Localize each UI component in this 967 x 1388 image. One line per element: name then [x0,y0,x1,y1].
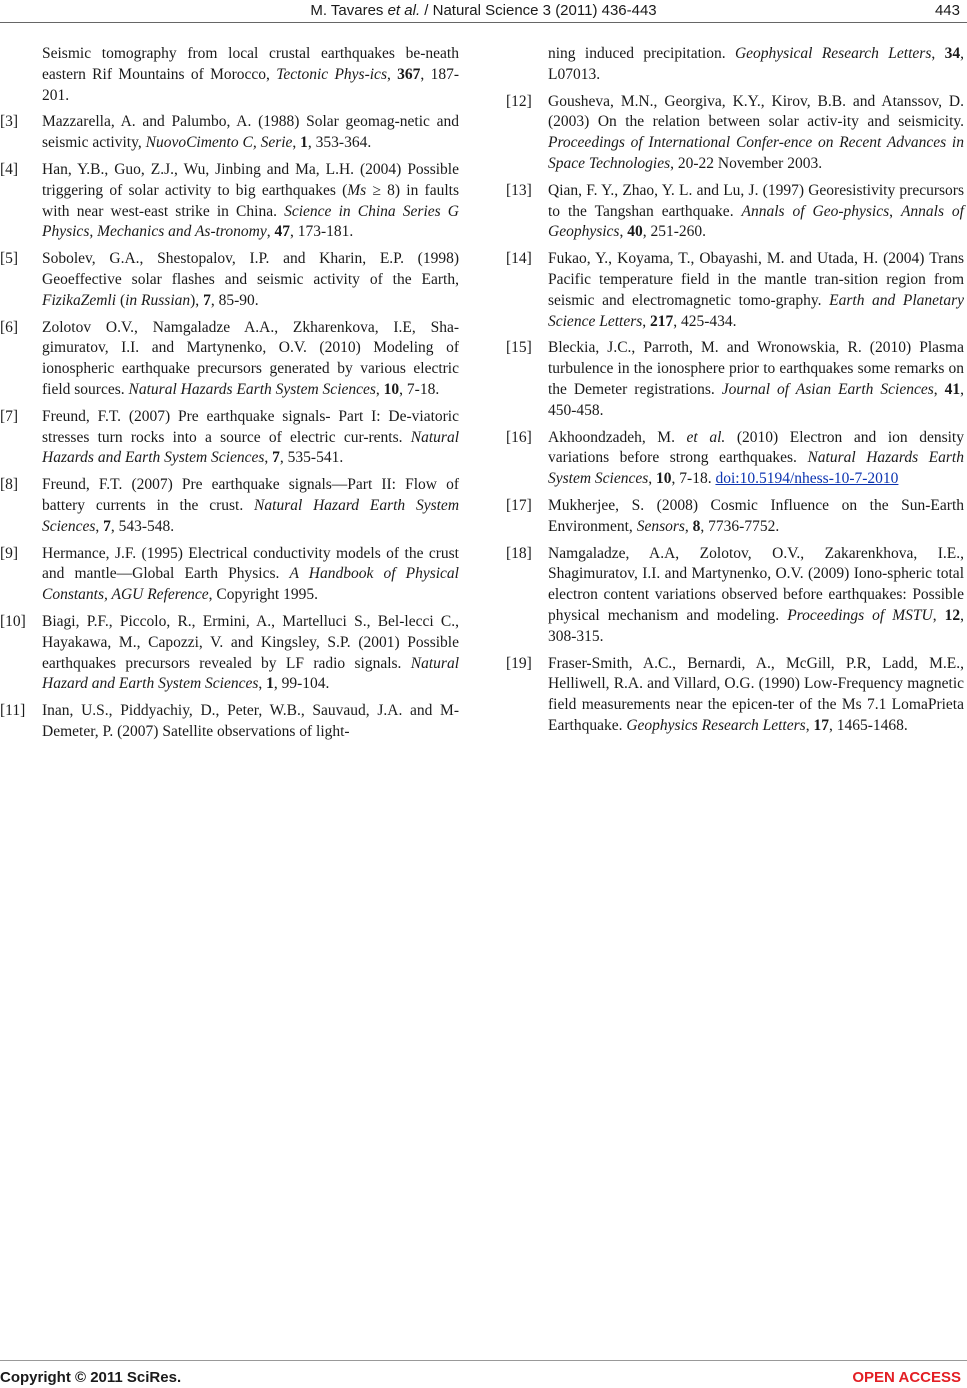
reference-entry [0,407,459,469]
reference-volume: 41 [944,380,961,398]
reference-text [42,613,459,692]
reference-text-segment: , [642,312,651,330]
reference-entry [0,544,459,606]
header-title-etal: et al. [387,2,421,19]
reference-number: [15] [506,339,532,357]
reference-text-segment: , 187-201. [42,65,459,104]
reference-text-segment: Bleckia, J.C., Parroth, M. and Wronowskia, R. (2010) Plasma turbulence in the ionosphere prior to earthquakes some remarks on the Demeter registrations. [548,339,964,398]
reference-italic-segment: A Handbook of Physical Constants, AGU Reference [42,565,459,604]
reference-number: [3] [0,113,19,131]
reference-text [42,476,459,535]
reference-text-segment: ( [116,291,126,309]
reference-entry [0,318,459,401]
reference-text-segment: Seismic tomography from local crustal earthquakes be-neath eastern Rif Mountains of Morocco, [42,45,459,83]
reference-text-segment: Freund, F.T. (2007) Pre earthquake signals—Part II: Flow of battery currents in the crust. [42,476,459,514]
reference-volume: 40 [627,223,643,241]
reference-number: [7] [0,407,19,425]
reference-italic-segment: Earth and Planetary Science Letters [548,291,964,330]
reference-text-segment: , [375,380,384,398]
reference-volume: 47 [274,223,290,241]
reference-text [42,702,459,740]
reference-volume: 1 [266,675,274,693]
reference-text-segment: Namgaladze, A.A, Zolotov, O.V., Zakarenkhova, I.E., Shagimuratov, I.I. and Martynenko, O.V. (2009) Iono-spheric total electron content variations observed before earthquakes: Possible physical mechanism and modeling. [548,544,964,624]
reference-volume: 217 [650,312,674,330]
reference-text-segment: Han, Y.B., Guo, Z.J., Wu, Jinbing and Ma, L.H. (2004) Possible triggering of solar activity to big earthquakes ( [42,160,459,199]
reference-number: [12] [506,92,532,110]
reference-italic-segment: Natural Hazards Earth System Sciences [548,449,964,488]
reference-text [42,161,459,240]
reference-number: [9] [0,544,19,562]
reference-text-segment: , 1465-1468. [828,716,908,734]
reference-entry [0,475,459,537]
page-footer [0,1360,967,1388]
reference-number: [16] [506,428,532,446]
reference-volume: 7 [203,291,211,309]
reference-text-segment: Akhoondzadeh, M. [548,428,687,446]
reference-text-segment: Gousheva, M.N., Georgiva, K.Y., Kirov, B.B. and Atanssov, D. (2003) On the relation between solar activ-ity and seismicity. [548,92,964,131]
running-header [0,0,967,30]
reference-text [42,45,459,104]
reference-italic-segment: Proceedings of International Confer-ence on Recent Advances in Space Technologies [548,134,964,172]
reference-italic-segment: NuovoCimento C, Serie [145,134,293,152]
header-divider [0,22,967,23]
reference-text [42,408,459,467]
reference-number: [19] [506,654,532,672]
reference-text-segment: , Copyright 1995. [208,586,318,604]
reference-text-segment: , 20-22 November 2003. [670,154,823,172]
reference-text-segment: , [95,517,104,535]
reference-text-segment: , 308-315. [548,606,965,645]
reference-text-segment: Biagi, P.F., Piccolo, R., Ermini, A., Martelluci S., Bel-lecci C., Hayakawa, M., Capozzi, V. and Kingsley, S.P. (2001) Possible earthquakes precursors revealed by LF radio signals. [42,612,459,672]
reference-text-segment: , [931,45,945,62]
reference-text [548,182,964,241]
reference-entry [506,44,964,86]
reference-number: [8] [0,476,19,494]
reference-text-segment: Zolotov O.V., Namgaladze A.A., Zkharenkova, I.E, Sha-gimuratov, I.I. and Martynenko, O.V. (2010) Modeling of ionospheric earthquake precursors generated by various electric field sources. [42,318,459,398]
reference-text-segment: , [258,675,267,693]
references-right-column [506,44,964,743]
reference-number: [17] [506,496,532,514]
reference-entry [0,112,459,154]
reference-entry [506,428,964,490]
reference-entry [506,496,964,538]
reference-text-segment: , [648,470,657,488]
reference-text [42,250,459,309]
reference-text-segment: , [805,716,814,734]
reference-text-segment: , [684,517,693,535]
reference-entry [506,654,964,737]
reference-volume: 7 [103,517,111,535]
reference-text-segment: , 353-364. [307,134,372,152]
reference-text [548,545,964,645]
reference-text-segment: , 85-90. [210,291,259,309]
footer-divider [0,1360,967,1361]
reference-text-segment: , 7736-7752. [700,517,780,535]
reference-text-segment: , 535-541. [279,449,344,467]
reference-italic-segment: Geophysics Research Letters [626,716,806,734]
reference-text-segment: ), [190,291,204,309]
reference-text-segment: Mukherjee, S. (2008) Cosmic Influence on the Sun-Earth Environment, [548,496,964,535]
reference-text [548,497,964,535]
reference-text-segment: , [933,380,945,398]
reference-volume: 12 [944,606,961,624]
reference-volume: 34 [944,45,961,62]
reference-italic-segment: Ms [347,181,367,199]
reference-entry [506,92,964,175]
reference-number: [6] [0,318,19,336]
reference-number: [11] [0,702,26,720]
reference-italic-segment: Natural Hazard and Earth System Sciences [42,654,459,693]
reference-italic-segment: Journal of Asian Earth Sciences [721,380,934,398]
reference-text-segment: (2010) Electron and ion density variations before strong earthquakes. [548,428,964,467]
reference-volume: 7 [272,449,280,467]
reference-text-segment: , [264,449,273,467]
reference-text [548,45,964,83]
reference-italic-segment: Geophysical Research Letters [734,45,932,62]
reference-text-segment: , 7-18. [671,470,716,488]
reference-italic-segment: FizikaZemli [42,291,117,309]
reference-text-segment: , [619,223,628,241]
reference-entry [506,249,964,332]
reference-text-segment: , L07013. [548,45,964,83]
reference-text-segment: , [889,202,901,220]
reference-text-segment: Mazzarella, A. and Palumbo, A. (1988) Solar geomag-netic and seismic activity, [42,113,459,152]
reference-text [548,339,964,418]
header-title-authors: M. Tavares [310,2,388,19]
reference-number: [4] [0,160,19,178]
reference-italic-segment: Natural Hazards and Earth System Sciences [42,428,459,467]
reference-italic-segment: Annals of Geophysics [548,202,964,241]
reference-entry [0,44,459,106]
reference-text-segment: , 99-104. [273,675,330,693]
doi-link[interactable]: doi:10.5194/nhess-10-7-2010 [715,470,899,488]
reference-text-segment: Fukao, Y., Koyama, T., Obayashi, M. and Utada, H. (2004) Trans Pacific temperature field in the mantle tran-sition region from seismic and electromagnetic tomo-graphy. [548,250,964,309]
reference-text [42,545,459,604]
reference-text-segment: Freund, F.T. (2007) Pre earthquake signals- Part I: De-viatoric stresses turn rocks into a source of electric cur-rents. [42,407,459,446]
reference-entry [0,701,459,743]
reference-text [548,429,964,488]
reference-entry [0,612,459,695]
reference-entry [506,181,964,243]
reference-number: [14] [506,250,532,268]
reference-text-segment: , 425-434. [673,312,737,330]
reference-volume: 1 [300,134,308,152]
reference-italic-segment: Tectonic Phys-ics [276,65,387,83]
reference-italic-segment: in Russian [125,291,191,309]
reference-text-segment: , 173-181. [289,223,354,241]
reference-text [548,655,964,734]
reference-volume: 8 [692,517,701,535]
reference-italic-segment: Science in China Series G Physics, Mechanics and As-tronomy [42,202,459,241]
reference-volume: 367 [397,65,421,83]
reference-text [548,250,964,329]
reference-italic-segment: Sensors [636,517,685,535]
reference-text-segment: Qian, F. Y., Zhao, Y. L. and Lu, J. (1997) Georesistivity precursors to the Tangshan earthquake. [548,181,964,220]
reference-number: [13] [506,181,532,199]
reference-text-segment: , 251-260. [642,223,706,241]
reference-text-segment: Sobolev, G.A., Shestopalov, I.P. and Kharin, E.P. (1998) Geoeffective solar flashes and seismic activity of the Earth, [42,250,459,288]
header-title [0,2,967,19]
reference-number: [18] [506,544,532,562]
reference-text-segment: Hermance, J.F. (1995) Electrical conductivity models of the crust and mantle—Global Earth Physics. [42,544,459,583]
reference-text-segment: , [266,223,275,241]
reference-entry [506,544,964,648]
reference-text-segment: Inan, U.S., Piddyachiy, D., Peter, W.B., Sauvaud, J.A. and M-Demeter, P. (2007) Satellite observations of light- [42,702,459,740]
reference-italic-segment: Annals of Geo-physics [741,202,890,220]
reference-text-segment: , 543-548. [110,517,175,535]
reference-text [548,93,964,172]
reference-text-segment: , [932,606,945,624]
reference-italic-segment: et al. [686,428,726,446]
reference-number: [5] [0,250,19,268]
reference-text-segment: ning induced precipitation. [548,45,735,62]
reference-entry [0,160,459,243]
reference-text-segment: , [386,65,398,83]
reference-italic-segment: Natural Hazards Earth System Sciences [128,380,376,398]
reference-italic-segment: Natural Hazard Earth System Sciences [42,496,460,535]
reference-number: [10] [0,612,26,630]
copyright-notice: Copyright © 2011 SciRes. [0,1369,182,1386]
header-title-journal: / Natural Science 3 (2011) 436-443 [420,2,657,19]
reference-text-segment: , [292,134,301,152]
reference-entry [506,338,964,421]
reference-volume: 17 [813,716,829,734]
open-access-label: OPEN ACCESS [852,1369,961,1386]
reference-volume: 10 [383,380,400,398]
reference-text-segment: ≥ 8) in faults with near west-east strike in China. [42,181,459,220]
page-number: 443 [934,2,960,19]
references-left-column [0,44,459,749]
reference-volume: 10 [656,470,672,488]
reference-text [42,319,459,398]
reference-italic-segment: Proceedings of MSTU [787,606,933,624]
reference-text [42,113,459,151]
reference-entry [0,249,459,311]
reference-text-segment: , 7-18. [399,380,440,398]
reference-text-segment: , 450-458. [548,380,965,419]
reference-text-segment: Fraser-Smith, A.C., Bernardi, A., McGill, P.R, Ladd, M.E., Helliwell, R.A. and Villard, O.G. (1990) Low-Frequency magnetic field measurements near the epicen-ter of the Ms 7.1 LomaPrieta Earthquake. [548,654,964,734]
